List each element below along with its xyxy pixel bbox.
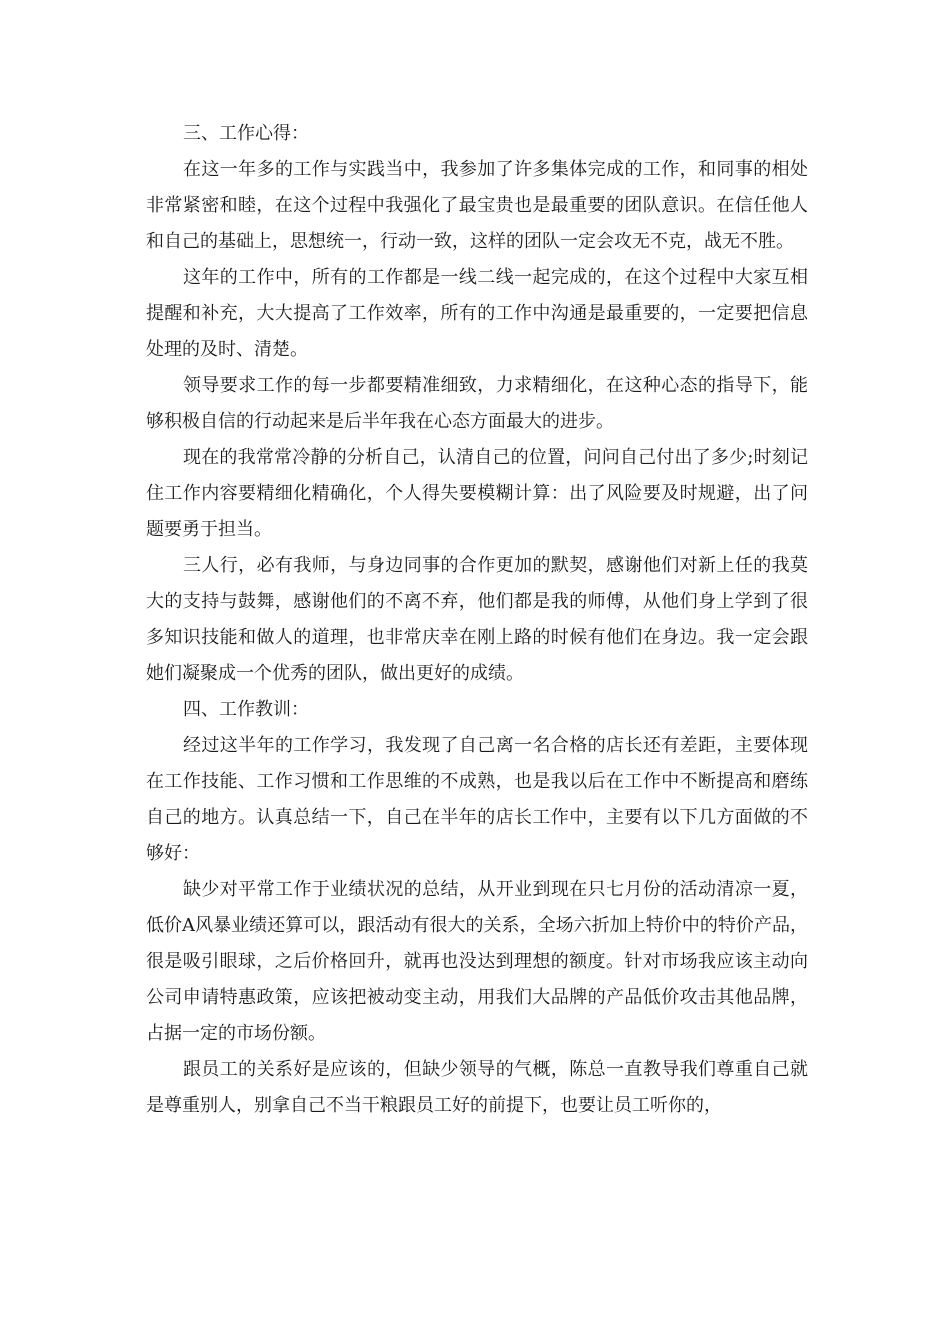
- paragraph: 现在的我常常冷静的分析自己，认清自己的位置，问问自己付出了多少;时刻记住工作内容要精细化精确化，个人得失要模糊计算：出了风险要及时规避，出了问题要勇于担当。: [146, 447, 808, 540]
- paragraph: 领导要求工作的每一步都要精准细致，力求精细化，在这种心态的指导下，能够积极自信的行动起来是后半年我在心态方面最大的进步。: [146, 375, 808, 432]
- document-body: [146, 116, 808, 1124]
- paragraph: 在这一年多的工作与实践当中，我参加了许多集体完成的工作，和同事的相处非常紧密和睦，在这个过程中我强化了最宝贵也是最重要的团队意识。在信任他人和自己的基础上，思想统一，行动一致，这样的团队一定会攻无不克，战无不胜。: [146, 159, 808, 252]
- section-heading-work-lessons: 四、工作教训：: [183, 699, 309, 720]
- paragraph: 经过这半年的工作学习，我发现了自己离一名合格的店长还有差距，主要体现在工作技能、工作习惯和工作思维的不成熟，也是我以后在工作中不断提高和磨练自己的地方。认真总结一下，自己在半年的店长工作中，主要有以下几方面做的不够好：: [146, 735, 808, 864]
- paragraph: 跟员工的关系好是应该的，但缺少领导的气概，陈总一直教导我们尊重自己就是尊重别人，别拿自己不当干粮跟员工好的前提下，也要让员工听你的，: [146, 1059, 808, 1116]
- paragraph: 缺少对平常工作于业绩状况的总结，从开业到现在只七月份的活动清凉一夏，低价A风暴业绩还算可以，跟活动有很大的关系，全场六折加上特价中的特价产品，很是吸引眼球，之后价格回升，就再也没达到理想的额度。针对市场我应该主动向公司申请特惠政策，应该把被动变主动，用我们大品牌的产品低价攻击其他品牌，占据一定的市场份额。: [146, 879, 808, 1044]
- paragraph: 三人行，必有我师，与身边同事的合作更加的默契，感谢他们对新上任的我莫大的支持与鼓舞，感谢他们的不离不弃，他们都是我的师傅，从他们身上学到了很多知识技能和做人的道理，也非常庆幸在刚上路的时候有他们在身边。我一定会跟她们凝聚成一个优秀的团队，做出更好的成绩。: [146, 555, 808, 684]
- section-heading-work-insights: 三、工作心得：: [183, 123, 309, 144]
- paragraph: 这年的工作中，所有的工作都是一线二线一起完成的，在这个过程中大家互相提醒和补充，大大提高了工作效率，所有的工作中沟通是最重要的，一定要把信息处理的及时、清楚。: [146, 267, 808, 360]
